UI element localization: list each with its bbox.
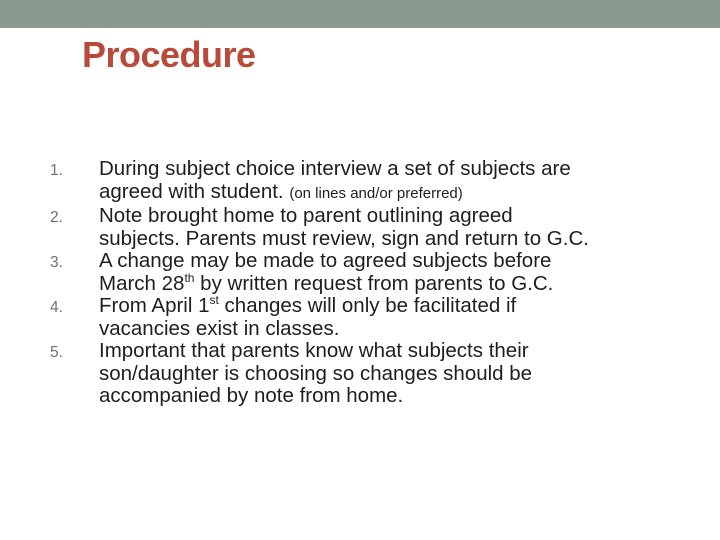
item-text-line <box>99 181 700 206</box>
item-number: 2. <box>50 209 63 226</box>
item-text-line: vacancies exist in classes. <box>99 316 340 340</box>
ordinal-superscript: st <box>209 293 219 307</box>
item-text: agreed with student. <box>99 179 290 203</box>
item-text: From April 1 <box>99 294 210 317</box>
item-text-line: son/daughter is choosing so changes should be <box>99 361 533 385</box>
item-text-line <box>99 270 700 296</box>
item-number: 3. <box>50 254 63 271</box>
slide-title: Procedure <box>82 34 256 75</box>
item-number: 4. <box>50 299 63 316</box>
item-number: 1. <box>50 162 63 179</box>
item-text-line: Important that parents know what subjects their <box>99 339 529 362</box>
item-text-line: A change may be made to agreed subjects before <box>99 249 552 272</box>
list-item-3 <box>50 250 700 295</box>
item-note: (on lines and/or preferred) <box>289 184 463 202</box>
procedure-list <box>50 158 700 408</box>
item-text-line: During subject choice interview a set of subjects are <box>99 157 571 180</box>
list-item-2 <box>50 205 700 250</box>
item-text-line: accompanied by note from home. <box>99 384 404 407</box>
item-text-line <box>99 295 700 318</box>
item-text-line: subjects. Parents must review, sign and return to G.C. <box>99 226 589 250</box>
item-text-line: Note brought home to parent outlining agreed <box>99 204 513 227</box>
ordinal-superscript: th <box>184 270 195 285</box>
item-text: March 28 <box>99 271 185 295</box>
list-item-4 <box>50 295 700 340</box>
item-text: by written request from parents to G.C. <box>194 271 554 295</box>
top-banner <box>0 0 720 28</box>
item-text: changes will only be facilitated if <box>218 294 517 317</box>
list-item-5 <box>50 340 700 408</box>
item-number: 5. <box>50 344 63 361</box>
list-item-1 <box>50 158 700 205</box>
